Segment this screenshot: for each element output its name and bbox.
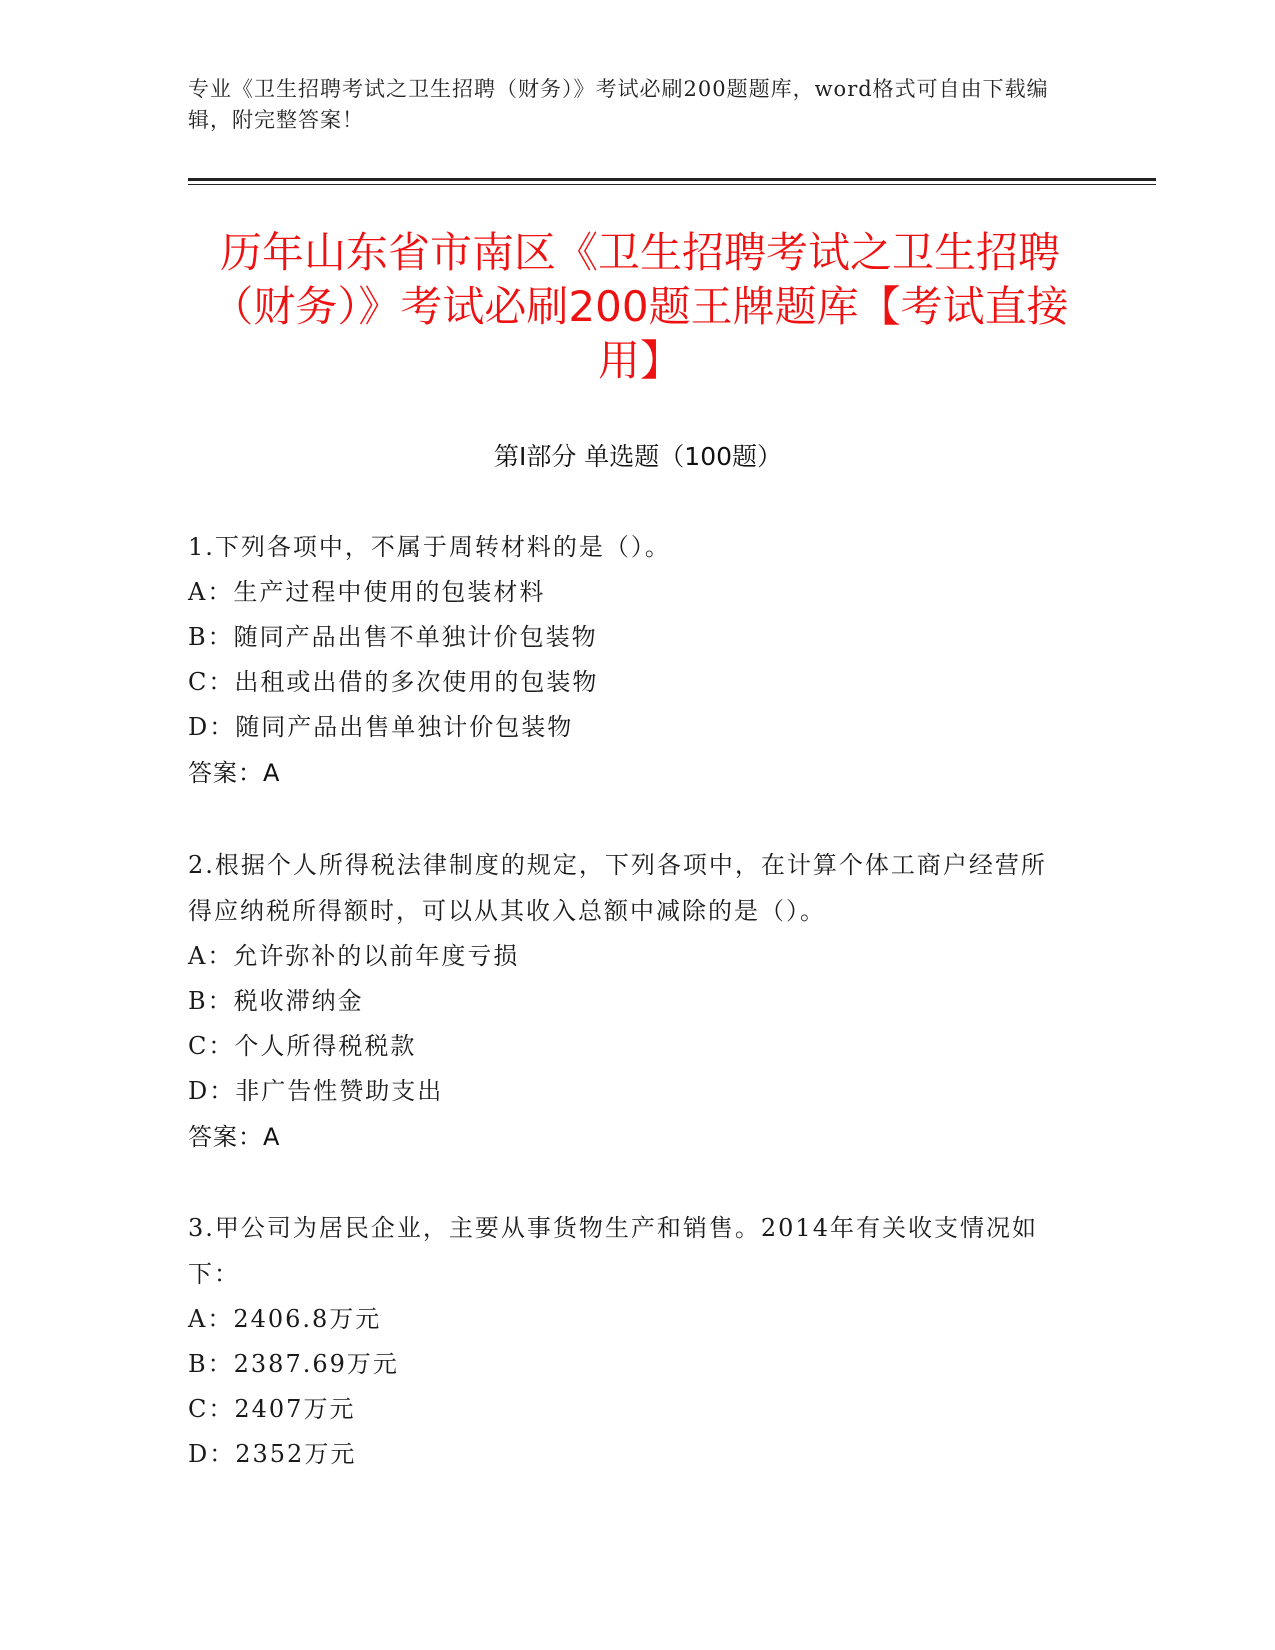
option-b: B：2387.69万元: [188, 1350, 399, 1378]
question-2: [188, 842, 1068, 1160]
answer-line: 答案：A: [188, 759, 281, 787]
section-title: 第I部分 单选题（100题）: [493, 442, 783, 471]
option-b: B：税收滞纳金: [188, 987, 364, 1015]
header-note: 专业《卫生招聘考试之卫生招聘（财务）》考试必刷200题题库，word格式可自由下载编辑，附完整答案！: [188, 77, 1049, 132]
document-title: 历年山东省市南区《卫生招聘考试之卫生招聘（财务）》考试必刷200题王牌题库【考试直接用】: [211, 228, 1069, 385]
option-c: C：个人所得税税款: [188, 1032, 417, 1060]
answer-line: 答案：A: [188, 1123, 281, 1151]
question-stem: 2.根据个人所得税法律制度的规定，下列各项中，在计算个体工商户经营所得应纳税所得额时，可以从其收入总额中减除的是（）。: [188, 851, 1047, 925]
header-divider-thin: [188, 184, 1156, 185]
question-stem: 1.下列各项中，不属于周转材料的是（）。: [188, 533, 671, 561]
option-a: A：生产过程中使用的包装材料: [188, 578, 546, 606]
option-d: D：非广告性赞助支出: [188, 1077, 444, 1105]
option-b: B：随同产品出售不单独计价包装物: [188, 623, 598, 651]
header-divider-thick: [188, 178, 1156, 181]
option-d: D：2352万元: [188, 1440, 357, 1468]
option-a: A：2406.8万元: [188, 1305, 382, 1333]
option-a: A：允许弥补的以前年度亏损: [188, 942, 520, 970]
question-3: [188, 1205, 1068, 1477]
option-d: D：随同产品出售单独计价包装物: [188, 713, 574, 741]
option-c: C：2407万元: [188, 1395, 356, 1423]
question-1: [188, 524, 1068, 796]
question-stem: 3.甲公司为居民企业，主要从事货物生产和销售。2014年有关收支情况如下：: [188, 1214, 1038, 1288]
option-c: C：出租或出借的多次使用的包装物: [188, 668, 599, 696]
